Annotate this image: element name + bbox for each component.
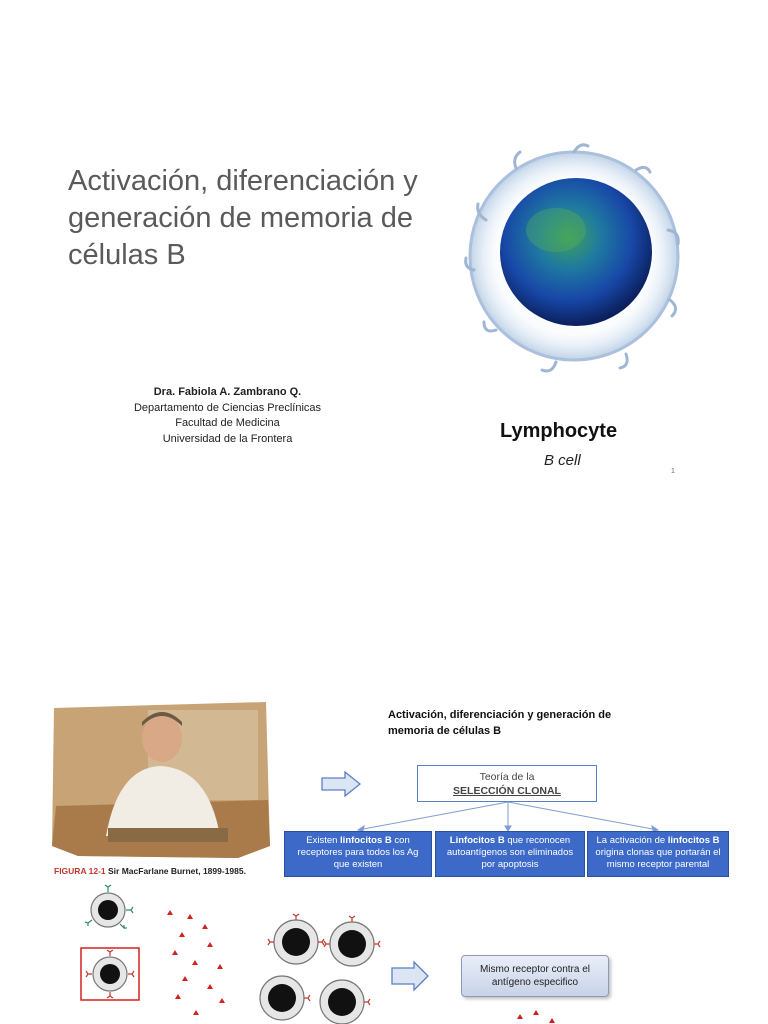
connector-lines bbox=[340, 800, 700, 832]
clonal-selection-diagram bbox=[0, 880, 768, 1024]
clonal-selection-box bbox=[417, 765, 597, 802]
page-number: 1 bbox=[671, 468, 675, 475]
author-name: Dra. Fabiola A. Zambrano Q. bbox=[153, 386, 302, 398]
b-cell-clones bbox=[260, 920, 374, 1024]
image-label: Lymphocyte bbox=[500, 420, 618, 442]
figure-label: FIGURA 12-1 bbox=[54, 866, 106, 876]
principle-box-2: Linfocitos B que reconocen autoantígenos son eliminados por apoptosis bbox=[435, 831, 585, 877]
b-cell-2 bbox=[93, 957, 127, 991]
same-receptor-box: Mismo receptor contra el antígeno especifico bbox=[461, 955, 609, 997]
antigen-cluster-1 bbox=[167, 910, 225, 1015]
affiliation-line: Universidad de la Frontera bbox=[162, 432, 293, 445]
image-sublabel: B cell bbox=[544, 452, 581, 469]
slide2-title: Activación, diferenciación y generación de memoria de células B bbox=[388, 709, 612, 737]
affiliation-line: Departamento de Ciencias Preclínicas bbox=[133, 401, 322, 414]
b-cell-1 bbox=[91, 893, 125, 927]
principle-box-3: La activación de linfocitos B origina clonas que portarán el mismo receptor parental bbox=[587, 831, 729, 877]
figure-caption-text: Sir MacFarlane Burnet, 1899-1985. bbox=[108, 866, 246, 876]
antigen-cluster-2 bbox=[517, 1010, 555, 1023]
principle-box-1: Existen linfocitos B con receptores para todos los Ag que existen bbox=[284, 831, 432, 877]
theory-label: Teoría de la bbox=[479, 771, 535, 783]
theory-heading: SELECCIÓN CLONAL bbox=[453, 785, 561, 797]
affiliation-line: Facultad de Medicina bbox=[175, 417, 280, 429]
figure-caption bbox=[54, 866, 246, 876]
slide1-title: Activación, diferenciación y generación de memoria de células B bbox=[68, 165, 418, 271]
arrow-right-icon bbox=[321, 771, 361, 797]
arrow-right-icon bbox=[392, 962, 428, 990]
author-block bbox=[100, 385, 355, 447]
burnet-portrait bbox=[48, 696, 272, 862]
lymphocyte-image bbox=[456, 140, 692, 376]
